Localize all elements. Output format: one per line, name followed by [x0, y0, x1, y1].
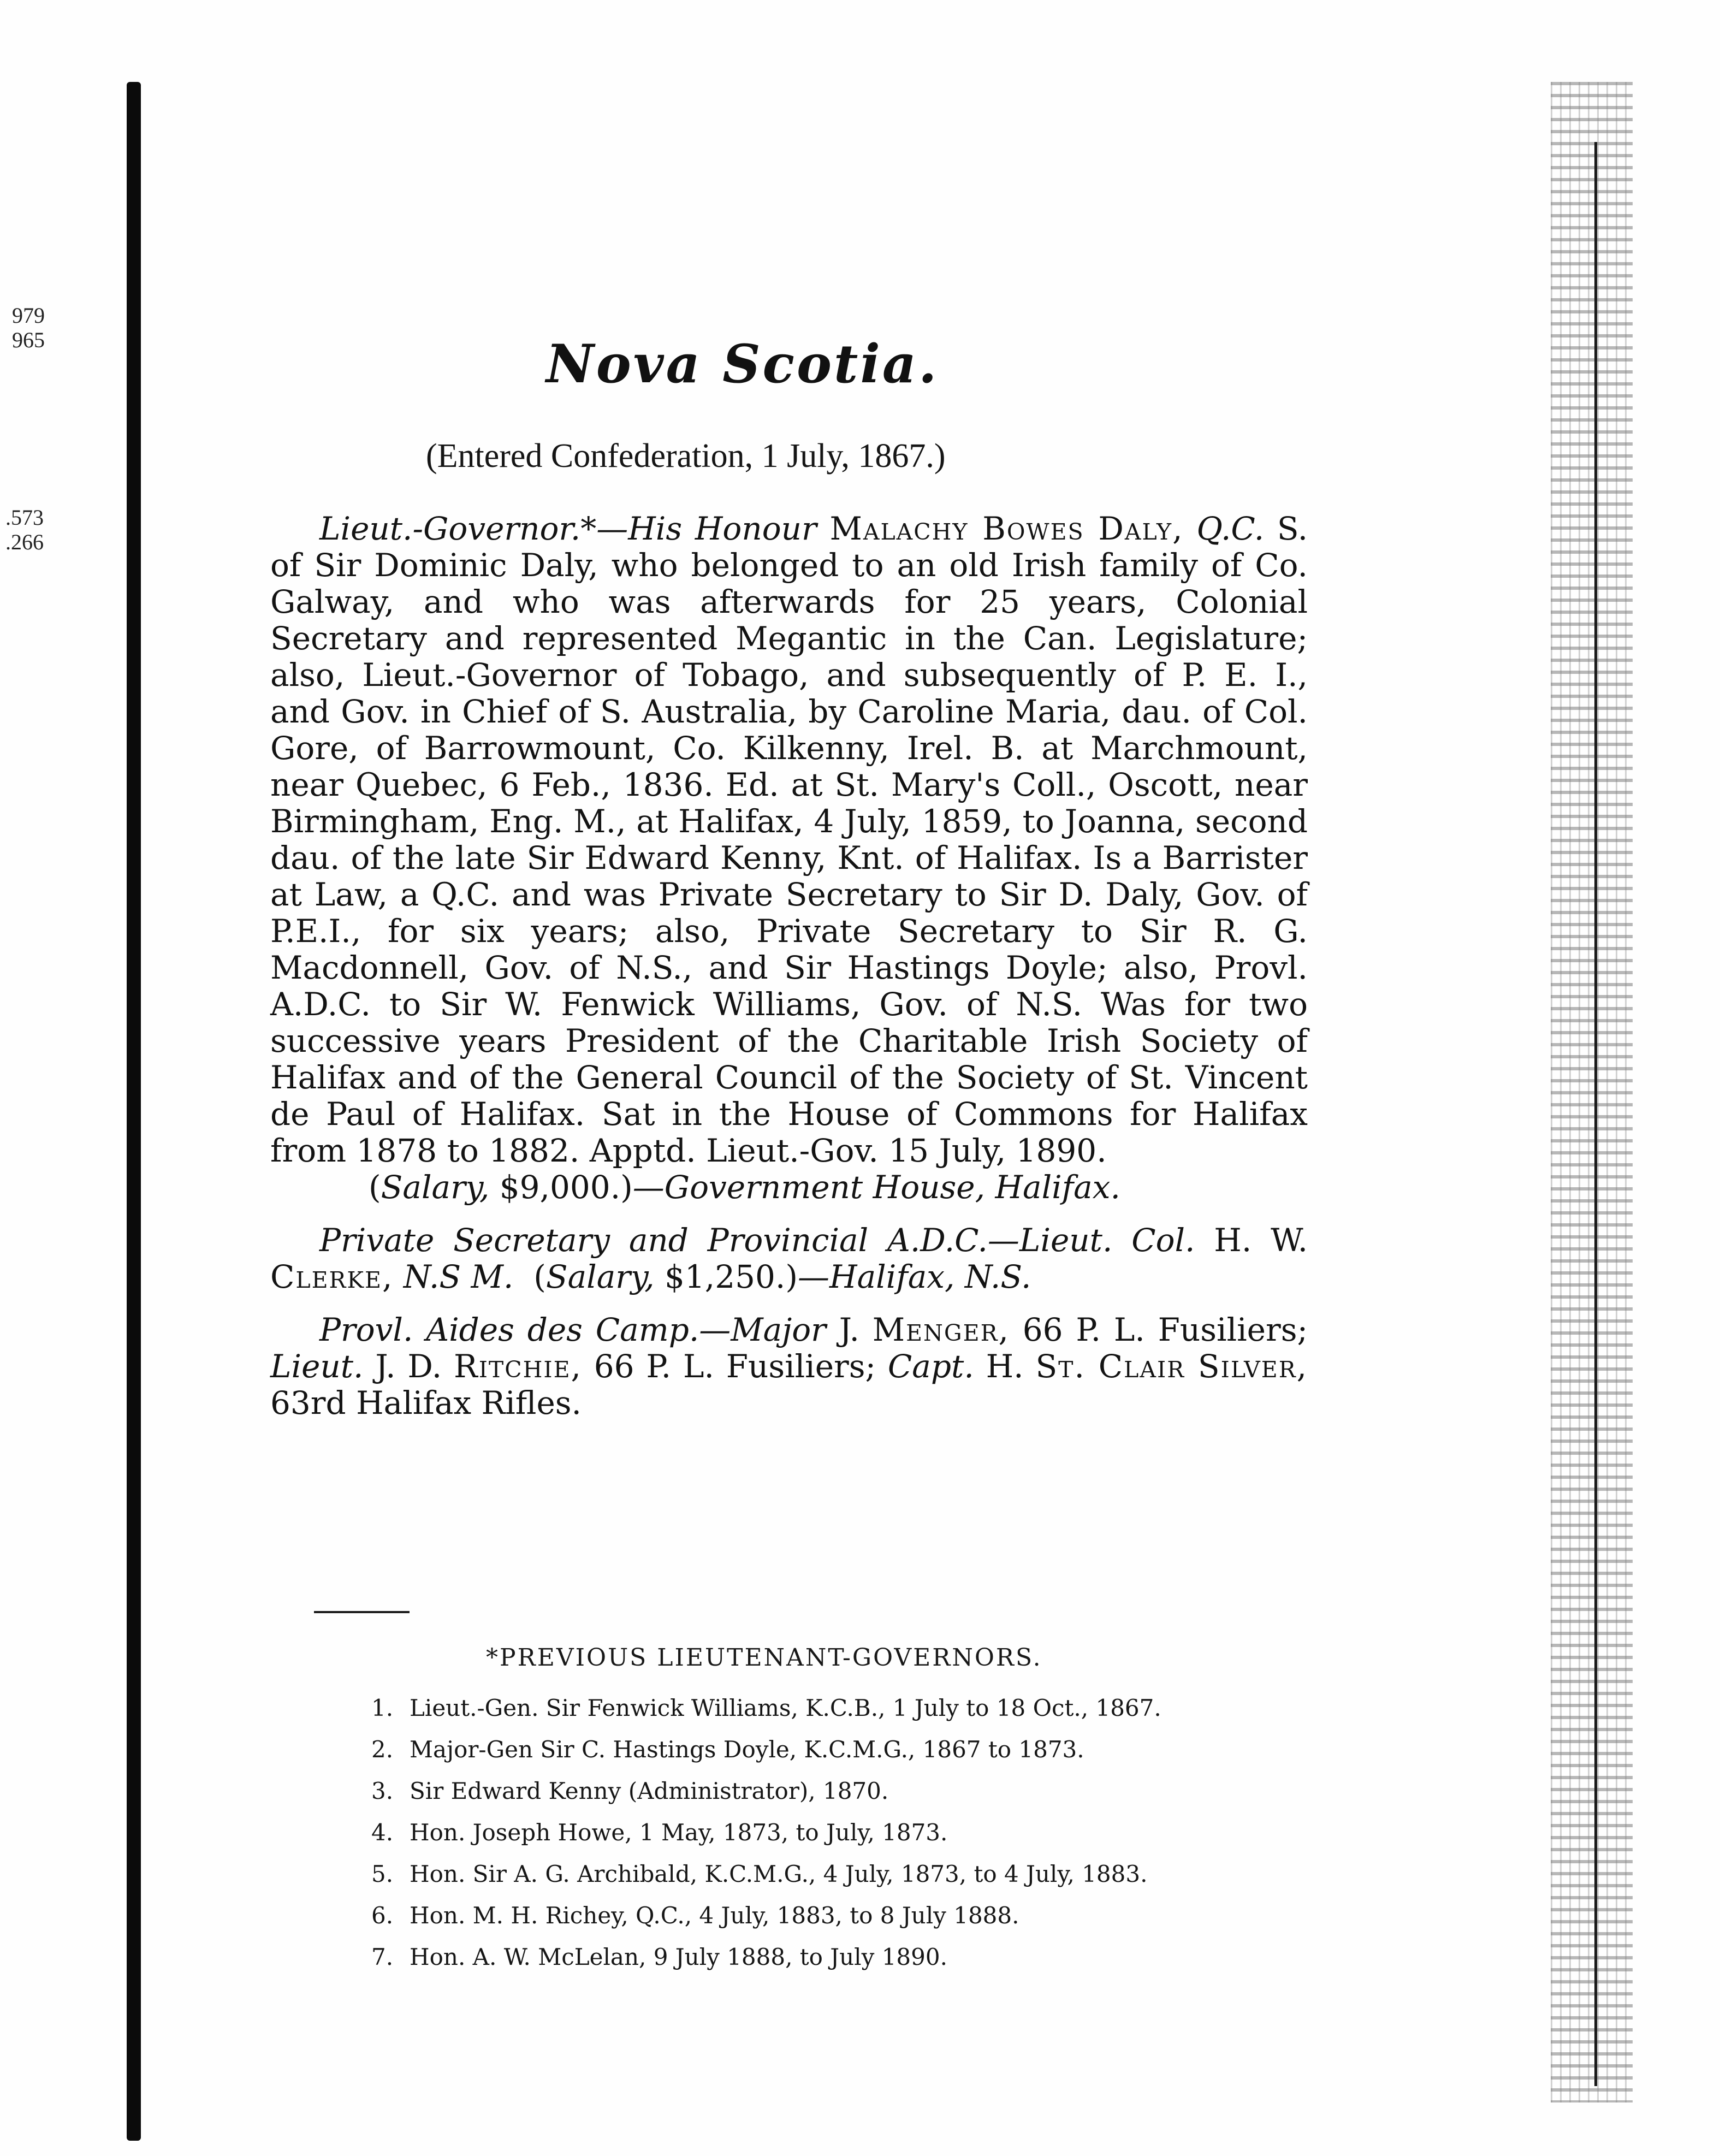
list-item-number: 7. [371, 1944, 394, 1970]
list-item-text: Hon. M. H. Richey, Q.C., 4 July, 1883, to 8 July 1888. [410, 1902, 1019, 1929]
margin-number: .573 [5, 505, 44, 530]
governor-name: Malachy Bowes Daly, [829, 510, 1184, 547]
list-item-text: Hon. A. W. McLelan, 9 July 1888, to July 1890. [410, 1944, 947, 1970]
salary-value: $9,000. [499, 1169, 621, 1206]
list-item-text: Sir Edward Kenny (Administrator), 1870. [410, 1778, 889, 1804]
page-subtitle: (Entered Confederation, 1 July, 1867.) [426, 437, 946, 475]
list-item-text: Lieut.-Gen. Sir Fenwick Williams, K.C.B., 1 July to 18 Oct., 1867. [410, 1695, 1161, 1721]
aide-unit: 66 P. L. Fusiliers; [594, 1348, 876, 1385]
governor-salary-line [270, 1169, 1308, 1206]
list-item-number: 1. [371, 1695, 394, 1721]
governor-residence: —Government House, Halifax. [632, 1169, 1120, 1206]
paren-open: ( [533, 1258, 546, 1295]
list-item [371, 1936, 1354, 1978]
aides-entry [270, 1312, 1308, 1421]
private-secretary-entry [270, 1222, 1308, 1295]
salary-label: Salary, [381, 1169, 490, 1206]
secretary-name: Clerke, [270, 1258, 394, 1295]
list-item [371, 1853, 1354, 1895]
aide-initials: J. [839, 1311, 859, 1348]
paren-open: ( [369, 1169, 381, 1206]
governor-post-nominal: Q.C. [1196, 510, 1265, 547]
governor-entry [270, 511, 1308, 1169]
aide-name: Ritchie, [454, 1348, 582, 1385]
aide-name: St. Clair Silver, [1035, 1348, 1308, 1385]
secretary-residence: —Halifax, N.S. [797, 1258, 1031, 1295]
aide-rank: —Major [699, 1311, 826, 1348]
secretary-rank: —Lieut. Col. [987, 1222, 1195, 1259]
aide-initials: H. [986, 1348, 1024, 1385]
aide-unit: 66 P. L. Fusiliers; [1022, 1311, 1308, 1348]
list-item [371, 1729, 1354, 1770]
paren-close: ) [785, 1258, 798, 1295]
list-item-text: Hon. Sir A. G. Archibald, K.C.M.G., 4 July, 1873, to 4 July, 1883. [410, 1861, 1148, 1887]
margin-number: 965 [12, 328, 45, 352]
list-item-text: Hon. Joseph Howe, 1 May, 1873, to July, 1873. [410, 1819, 948, 1846]
aide-rank: Lieut. [270, 1348, 364, 1385]
paren-close: ) [620, 1169, 633, 1206]
aides-role: Provl. Aides des Camp. [319, 1311, 699, 1348]
list-item-number: 2. [371, 1736, 394, 1763]
secretary-role: Private Secretary and Provincial A.D.C. [319, 1222, 988, 1259]
salary-value: $1,250. [664, 1258, 786, 1295]
list-item-number: 4. [371, 1819, 394, 1846]
list-item-number: 3. [371, 1778, 394, 1804]
list-item-number: 6. [371, 1902, 394, 1929]
page-title: Nova Scotia. [546, 333, 939, 395]
list-item-text: Major-Gen Sir C. Hastings Doyle, K.C.M.G., 1867 to 1873. [410, 1736, 1084, 1763]
secretary-honour: N.S M. [403, 1258, 514, 1295]
governor-honorific: —His Honour [596, 510, 817, 547]
page-edge-noise [1551, 82, 1633, 2102]
salary-label: Salary, [545, 1258, 655, 1295]
aide-rank: Capt. [887, 1348, 974, 1385]
aide-initials: J. D. [375, 1348, 442, 1385]
list-item [371, 1770, 1354, 1812]
governor-biography: S. of Sir Dominic Daly, who belonged to an old Irish family of Co. Galway, and who was afterwards for 25 years, Colonial Secretary and represented Megantic in the Can. Legislature; also, Lieut.-Governor of Tobago, and subsequently of P. E. I., and Gov. in Chief of S. Australia, by Caroline Maria, dau. of Col. Gore, of Barrowmount, Co. Kilkenny, Irel. B. at Marchmount, near Quebec, 6 Feb., 1836. Ed. at St. Mary's Coll., Oscott, near Birmingham, Eng. M., at Halifax, 4 July, 1859, to Joanna, second dau. of the late Sir Edward Kenny, Knt. of Halifax. Is a Barrister at Law, a Q.C. and was Private Secretary to Sir D. Daly, Gov. of P.E.I., for six years; also, Private Secretary to Sir R. G. Macdonnell, Gov. of N.S., and Sir Hastings Doyle; also, Provl. A.D.C. to Sir W. Fenwick Williams, Gov. of N.S. Was for two successive years President of the Charitable Irish Society of Halifax and of the General Council of the Society of St. Vincent de Paul of Halifax. Sat in the House of Commons for Halifax from 1878 to 1882. Apptd. Lieut.-Gov. 15 July, 1890. [270, 510, 1308, 1169]
margin-number: .266 [5, 530, 44, 554]
previous-governors-list [371, 1687, 1354, 1978]
previous-governors-heading: *PREVIOUS LIEUTENANT-GOVERNORS. [486, 1644, 1042, 1672]
secretary-initials: H. W. [1214, 1222, 1308, 1259]
entries-block [270, 511, 1308, 1421]
list-item [371, 1895, 1354, 1936]
list-item [371, 1687, 1354, 1729]
list-item-number: 5. [371, 1861, 394, 1887]
aide-name: Menger, [872, 1311, 1010, 1348]
margin-number: 979 [12, 303, 45, 328]
page-edge-line [1594, 142, 1597, 2086]
governor-role: Lieut.-Governor.* [319, 510, 597, 547]
binding-shadow [127, 82, 141, 2141]
section-divider [314, 1611, 410, 1613]
list-item [371, 1812, 1354, 1853]
aide-unit: 63rd Halifax Rifles. [270, 1384, 582, 1421]
